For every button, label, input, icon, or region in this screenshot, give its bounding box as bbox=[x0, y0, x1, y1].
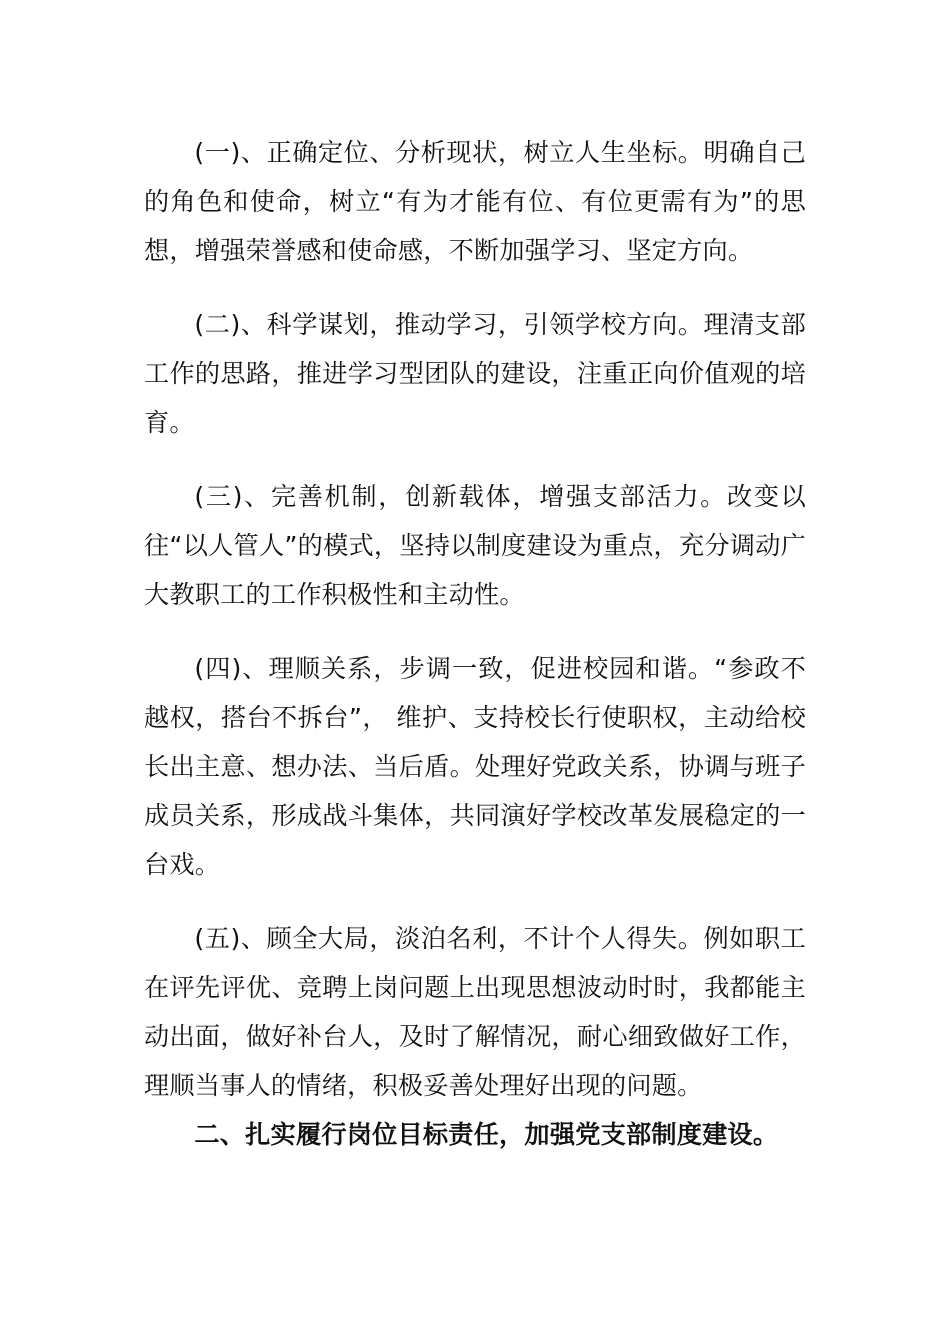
document-page bbox=[144, 128, 806, 1159]
paragraph-3: (三)、完善机制，创新载体，增强支部活力。改变以往“以人管人”的模式，坚持以制度建设为重点，充分调动广大教职工的工作积极性和主动性。 bbox=[144, 482, 806, 609]
paragraph-1: (一)、正确定位、分析现状，树立人生坐标。明确自己的角色和使命，树立“有为才能有位、有位更需有为”的思想，增强荣誉感和使命感，不断加强学习、坚定方向。 bbox=[144, 138, 806, 265]
paragraph-5: (五)、顾全大局，淡泊名利，不计个人得失。例如职工在评先评优、竞聘上岗问题上出现思想波动时时，我都能主动出面，做好补台人，及时了解情况，耐心细致做好工作，理顺当事人的情绪，积极妥善处理好出现的问题。 bbox=[144, 924, 806, 1100]
paragraph-2: (二)、科学谋划，推动学习，引领学校方向。理清支部工作的思路，推进学习型团队的建设，注重正向价值观的培育。 bbox=[144, 310, 806, 437]
paragraph-4: (四)、理顺关系，步调一致，促进校园和谐。“参政不越权，搭台不拆台”， 维护、支持校长行使职权，主动给校长出主意、想办法、当后盾。处理好党政关系，协调与班子成员关系，形成战斗集体，共同演好学校改革发展稳定的一台戏。 bbox=[144, 654, 806, 879]
section-heading: 二、扎实履行岗位目标责任，加强党支部制度建设。 bbox=[194, 1120, 779, 1149]
